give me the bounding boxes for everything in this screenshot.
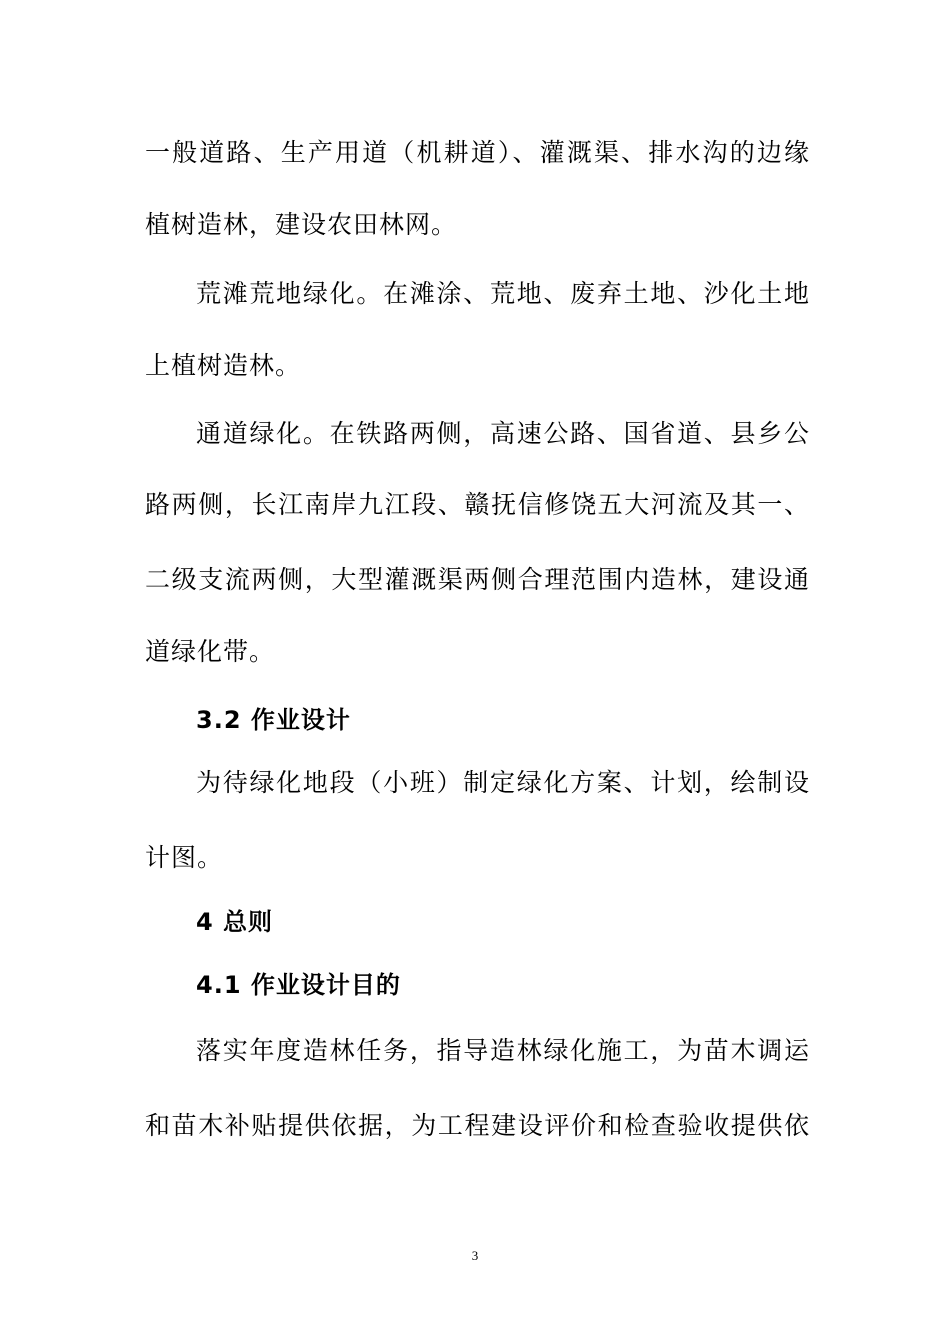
paragraph-start-line: 通道绿化。在铁路两侧，高速公路、国省道、县乡公 xyxy=(196,419,810,448)
paragraph-start-line: 为待绿化地段（小班）制定绿化方案、计划，绘制设 xyxy=(196,768,810,797)
body-text-line: 路两侧，长江南岸九江段、赣抚信修饶五大河流及其一、 xyxy=(145,490,810,519)
body-text-line: 计图。 xyxy=(145,843,224,872)
body-text-line: 和苗木补贴提供依据，为工程建设评价和检查验收提供依 xyxy=(145,1111,810,1140)
page-number: 3 xyxy=(471,1248,479,1263)
body-text-line: 一般道路、生产用道（机耕道）、灌溉渠、排水沟的边缘 xyxy=(145,138,810,167)
paragraph-start-line: 落实年度造林任务，指导造林绿化施工，为苗木调运 xyxy=(196,1036,810,1065)
body-text-line: 二级支流两侧，大型灌溉渠两侧合理范围内造林，建设通 xyxy=(145,565,810,594)
chapter-heading: 4 总则 xyxy=(196,908,274,936)
section-heading: 4.1 作业设计目的 xyxy=(196,971,401,999)
body-text-line: 道绿化带。 xyxy=(145,637,276,666)
body-text-line: 植树造林，建设农田林网。 xyxy=(145,210,458,239)
body-text-line: 上植树造林。 xyxy=(145,351,302,380)
section-heading: 3.2 作业设计 xyxy=(196,706,351,734)
paragraph-start-line: 荒滩荒地绿化。在滩涂、荒地、废弃土地、沙化土地 xyxy=(196,279,810,308)
